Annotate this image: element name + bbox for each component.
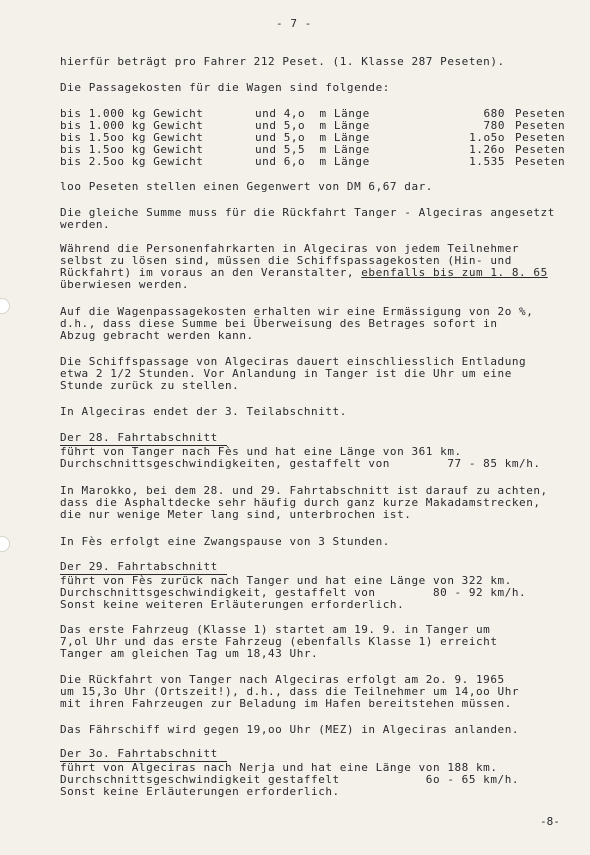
text-line: führt von Tanger nach Fès und hat eine Länge von 361 km. bbox=[60, 445, 462, 458]
text-line: hierfür beträgt pro Fahrer 212 Peset. (1. Klasse 287 Peseten). bbox=[60, 55, 505, 68]
text-segment: Rückfahrt) im voraus an den Veranstalter, bbox=[60, 266, 362, 279]
text-line: In Marokko, bei dem 28. und 29. Fahrtabschnitt ist darauf zu achten, bbox=[60, 484, 548, 497]
text-line: selbst zu lösen sind, müssen die Schiffspassagekosten (Hin- und bbox=[60, 254, 512, 267]
table-weight: bis 1.5oo kg Gewicht bbox=[60, 143, 204, 156]
table-price: 780 bbox=[483, 119, 505, 132]
text-line: Die gleiche Summe muss für die Rückfahrt Tanger - Algeciras angesetzt bbox=[60, 206, 555, 219]
table-price: 1.o5o bbox=[469, 131, 505, 144]
table-weight: bis 1.000 kg Gewicht bbox=[60, 107, 204, 120]
text-line: Durchschnittsgeschwindigkeiten, gestaffelt von 77 - 85 km/h. bbox=[60, 457, 541, 470]
punch-hole bbox=[0, 298, 10, 314]
table-weight: bis 1.5oo kg Gewicht bbox=[60, 131, 204, 144]
table-unit: Peseten bbox=[515, 155, 566, 168]
text-line: Sonst keine weiteren Erläuterungen erforderlich. bbox=[60, 598, 405, 611]
text-line: führt von Algeciras nach Nerja und hat eine Länge von 188 km. bbox=[60, 761, 498, 774]
table-unit: Peseten bbox=[515, 107, 566, 120]
text-line: Die Schiffspassage von Algeciras dauert einschliesslich Entladung bbox=[60, 355, 527, 368]
text-line: mit ihren Fahrzeugen zur Beladung im Hafen bereitstehen müssen. bbox=[60, 697, 512, 710]
text-line: loo Peseten stellen einen Gegenwert von DM 6,67 dar. bbox=[60, 180, 433, 193]
text-line: überwiesen werden. bbox=[60, 278, 190, 291]
deadline-emphasis: ebenfalls bis zum 1. 8. 65 bbox=[361, 266, 548, 279]
page-number: - 7 - bbox=[276, 17, 312, 30]
text-line: Tanger am gleichen Tag um 18,43 Uhr. bbox=[60, 647, 319, 660]
table-price: 680 bbox=[483, 107, 505, 120]
table-price: 1.26o bbox=[469, 143, 505, 156]
text-line: Abzug gebracht werden kann. bbox=[60, 329, 254, 342]
table-unit: Peseten bbox=[515, 131, 566, 144]
table-unit: Peseten bbox=[515, 143, 566, 156]
text-line: Die Rückfahrt von Tanger nach Algeciras erfolgt am 2o. 9. 1965 bbox=[60, 673, 505, 686]
text-line: Durchschnittsgeschwindigkeit gestaffelt 6o - 65 km/h. bbox=[60, 773, 520, 786]
table-weight: bis 2.5oo kg Gewicht bbox=[60, 155, 204, 168]
text-line: In Fès erfolgt eine Zwangspause von 3 Stunden. bbox=[60, 535, 390, 548]
section-heading-30: Der 3o. Fahrtabschnitt bbox=[60, 747, 218, 760]
table-length: und 5,o m Länge bbox=[255, 131, 370, 144]
text-line: führt von Fès zurück nach Tanger und hat eine Länge von 322 km. bbox=[60, 574, 512, 587]
table-weight: bis 1.000 kg Gewicht bbox=[60, 119, 204, 132]
punch-hole bbox=[0, 536, 10, 552]
section-heading-28: Der 28. Fahrtabschnitt bbox=[60, 431, 218, 444]
text-line: Sonst keine Erläuterungen erforderlich. bbox=[60, 785, 340, 798]
text-line: Die Passagekosten für die Wagen sind folgende: bbox=[60, 81, 390, 94]
text-line: Stunde zurück zu stellen. bbox=[60, 379, 240, 392]
text-line: Das Fährschiff wird gegen 19,oo Uhr (MEZ) in Algeciras anlanden. bbox=[60, 723, 520, 736]
section-heading-29: Der 29. Fahrtabschnitt bbox=[60, 560, 218, 573]
text-line: dass die Asphaltdecke sehr häufig durch ganz kurze Makadamstrecken, bbox=[60, 496, 541, 509]
text-line: Auf die Wagenpassagekosten erhalten wir eine Ermässigung von 2o %, bbox=[60, 305, 534, 318]
text-line: In Algeciras endet der 3. Teilabschnitt. bbox=[60, 405, 347, 418]
table-unit: Peseten bbox=[515, 119, 566, 132]
table-length: und 4,o m Länge bbox=[255, 107, 370, 120]
table-price: 1.535 bbox=[469, 155, 505, 168]
text-line: um 15,3o Uhr (Ortszeit!), d.h., dass die Teilnehmer um 14,oo Uhr bbox=[60, 685, 520, 698]
next-page-marker: -8- bbox=[540, 815, 560, 828]
text-line: d.h., dass diese Summe bei Überweisung des Betrages sofort in bbox=[60, 317, 498, 330]
table-length: und 6,o m Länge bbox=[255, 155, 370, 168]
table-length: und 5,o m Länge bbox=[255, 119, 370, 132]
text-line: die nur wenige Meter lang sind, unterbrochen ist. bbox=[60, 508, 412, 521]
text-line: etwa 2 1/2 Stunden. Vor Anlandung in Tanger ist die Uhr um eine bbox=[60, 367, 512, 380]
table-length: und 5,5 m Länge bbox=[255, 143, 370, 156]
text-line: Durchschnittsgeschwindigkeit, gestaffelt von 80 - 92 km/h. bbox=[60, 586, 527, 599]
text-line: werden. bbox=[60, 218, 111, 231]
text-line: Während die Personenfahrkarten in Algeciras von jedem Teilnehmer bbox=[60, 242, 520, 255]
text-line: 7,ol Uhr und das erste Fahrzeug (ebenfalls Klasse 1) erreicht bbox=[60, 635, 498, 648]
text-line: Das erste Fahrzeug (Klasse 1) startet am 19. 9. in Tanger um bbox=[60, 623, 491, 636]
